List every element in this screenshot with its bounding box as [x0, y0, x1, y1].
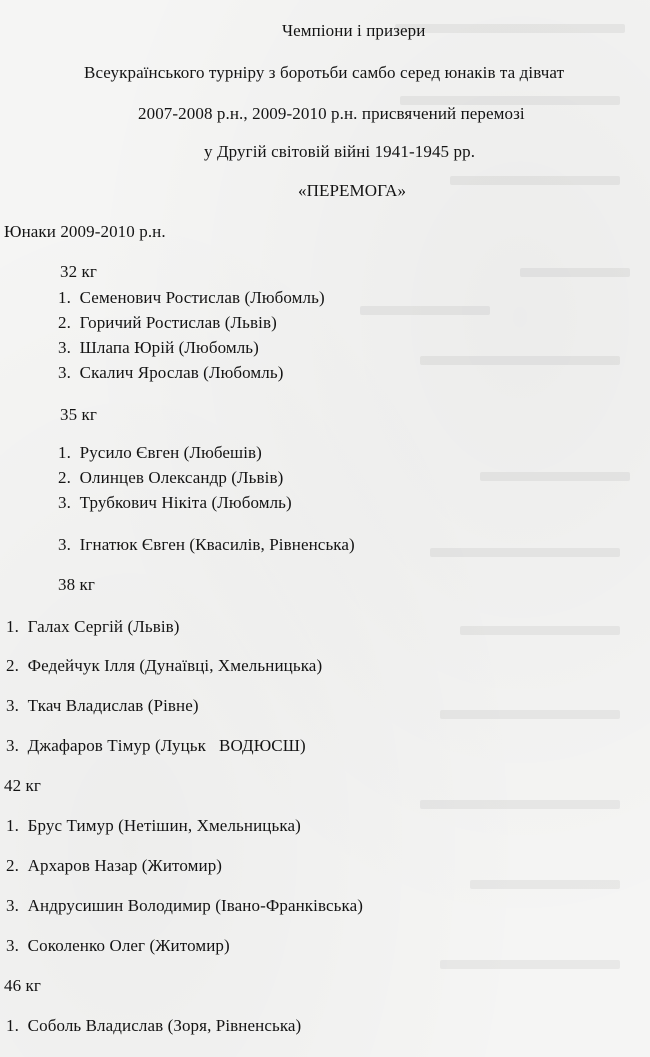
athlete-name: Федейчук Ілля (Дунаївці, Хмельницька)	[27, 656, 323, 675]
athlete-name: Ігнатюк Євген (Квасилів, Рівненська)	[79, 535, 355, 554]
result-row	[6, 816, 301, 836]
result-row	[6, 896, 363, 916]
weight-category: 42 кг	[4, 776, 41, 795]
place-number: 2.	[58, 468, 71, 487]
place-number: 3.	[58, 493, 71, 512]
place-number: 3.	[58, 363, 71, 382]
athlete-name: Скалич Ярослав (Любомль)	[79, 363, 284, 382]
place-number: 3.	[6, 896, 19, 915]
result-row	[6, 936, 230, 956]
athlete-name: Шлапа Юрій (Любомль)	[79, 338, 259, 357]
section-title: Юнаки 2009-2010 р.н.	[4, 222, 166, 241]
result-row	[6, 736, 306, 756]
result-row	[6, 617, 180, 637]
athlete-name: Джафаров Тімур (Луцьк ВОДЮСШ)	[27, 736, 306, 755]
result-row	[58, 338, 259, 358]
result-row	[58, 313, 277, 333]
athlete-name: Галах Сергій (Львів)	[27, 617, 180, 636]
result-row	[6, 1016, 301, 1036]
place-number: 2.	[6, 856, 19, 875]
athlete-name: Брус Тимур (Нетішин, Хмельницька)	[27, 816, 301, 835]
weight-category: 38 кг	[58, 575, 95, 594]
result-row	[6, 696, 199, 716]
athlete-name: Олинцев Олександр (Львів)	[79, 468, 284, 487]
header-name: «ПЕРЕМОГА»	[298, 181, 407, 200]
result-row	[58, 443, 262, 463]
place-number: 3.	[6, 696, 19, 715]
header-title: Чемпіони і призери	[282, 21, 426, 40]
athlete-name: Ткач Владислав (Рівне)	[27, 696, 199, 715]
result-row	[58, 535, 355, 555]
result-row	[58, 493, 292, 513]
result-row	[58, 288, 325, 308]
athlete-name: Соколенко Олег (Житомир)	[27, 936, 230, 955]
athlete-name: Русило Євген (Любешів)	[79, 443, 262, 462]
place-number: 3.	[58, 338, 71, 357]
place-number: 3.	[6, 936, 19, 955]
place-number: 3.	[58, 535, 71, 554]
athlete-name: Соболь Владислав (Зоря, Рівненська)	[27, 1016, 302, 1035]
weight-category: 46 кг	[4, 976, 41, 995]
place-number: 1.	[58, 443, 71, 462]
athlete-name: Архаров Назар (Житомир)	[27, 856, 223, 875]
athlete-name: Андрусишин Володимир (Івано-Франківська)	[27, 896, 364, 915]
result-row	[6, 856, 222, 876]
header-years: 2007-2008 р.н., 2009-2010 р.н. присвячений перемозі	[138, 104, 525, 123]
place-number: 1.	[58, 288, 71, 307]
place-number: 1.	[6, 1016, 19, 1035]
athlete-name: Семенович Ростислав (Любомль)	[79, 288, 325, 307]
place-number: 3.	[6, 736, 19, 755]
header-dedication: у Другій світовій війні 1941-1945 рр.	[204, 142, 476, 161]
place-number: 1.	[6, 816, 19, 835]
weight-category: 35 кг	[60, 405, 97, 424]
result-row	[58, 363, 283, 383]
result-row	[6, 656, 322, 676]
athlete-name: Горичий Ростислав (Львів)	[79, 313, 277, 332]
weight-category: 32 кг	[60, 262, 97, 281]
place-number: 1.	[6, 617, 19, 636]
header-tournament: Всеукраїнського турніру з боротьби самбо серед юнаків та дівчат	[84, 63, 565, 82]
result-row	[58, 468, 283, 488]
place-number: 2.	[6, 656, 19, 675]
athlete-name: Трубкович Нікіта (Любомль)	[79, 493, 292, 512]
place-number: 2.	[58, 313, 71, 332]
